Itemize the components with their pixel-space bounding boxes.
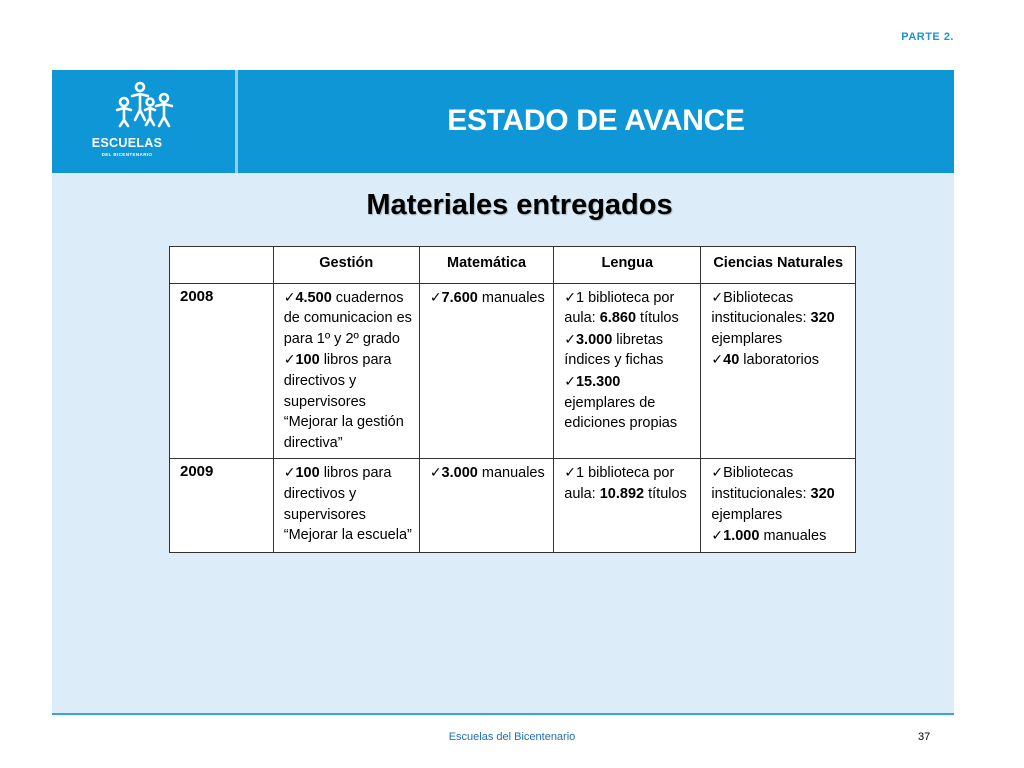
title-banner <box>52 70 954 173</box>
year-label: 2008 <box>180 287 214 305</box>
item-text: Bibliotecas institucionales: <box>711 289 811 327</box>
table-header-cell: Matemática <box>419 247 553 284</box>
table-header-row <box>170 247 856 284</box>
year-label: 2009 <box>180 463 214 481</box>
list-item <box>284 462 413 545</box>
table-row <box>170 459 856 552</box>
table-header-cell: Lengua <box>554 247 701 284</box>
checkmark-icon: ✓ <box>564 330 576 347</box>
table-cell-gestion <box>273 283 419 459</box>
item-quantity: 40 <box>723 352 740 369</box>
list-item <box>711 287 849 350</box>
checkmark-icon: ✓ <box>429 288 442 305</box>
list-item <box>430 462 547 484</box>
footer-text: Escuelas del Bicentenario <box>448 731 576 743</box>
item-text: ejemplares de ediciones propias <box>564 394 678 432</box>
page-title: ESTADO DE AVANCE <box>447 104 745 137</box>
checkmark-icon: ✓ <box>711 464 724 481</box>
item-text: Bibliotecas institucionales: <box>711 465 811 502</box>
table-cell-matematica <box>419 283 553 459</box>
checkmark-icon: ✓ <box>564 288 576 305</box>
item-quantity: 10.892 <box>599 485 645 502</box>
list-item <box>711 349 849 371</box>
item-text: títulos <box>636 310 679 327</box>
item-quantity: 4.500 <box>295 289 332 306</box>
checkmark-icon: ✓ <box>711 351 724 368</box>
item-quantity: 3.000 <box>441 465 478 482</box>
list-item <box>430 287 547 309</box>
list-item <box>711 525 849 547</box>
section-subtitle: Materiales entregados <box>366 189 673 221</box>
checkmark-icon: ✓ <box>711 288 724 305</box>
checkmark-icon: ✓ <box>283 351 296 368</box>
table-cell-gestion <box>273 459 419 552</box>
logo-name: ESCUELAS <box>91 136 163 150</box>
table-header-cell: Ciencias Naturales <box>701 247 856 284</box>
section-label: PARTE 2. <box>901 31 954 43</box>
list-item <box>564 371 694 434</box>
list-item <box>564 329 694 371</box>
item-text: libros para directivos y supervisores “Mejorar la escuela” <box>283 465 412 544</box>
table-header-cell <box>170 247 274 284</box>
item-quantity: 6.860 <box>599 310 637 327</box>
table-cell-lengua <box>554 283 701 459</box>
table-cell-matematica <box>419 459 553 552</box>
content-area <box>52 173 954 713</box>
list-item <box>284 349 413 453</box>
item-quantity: 320 <box>810 310 835 327</box>
item-text: manuales <box>759 528 827 545</box>
list-item <box>284 287 413 350</box>
checkmark-icon: ✓ <box>283 288 296 305</box>
list-item <box>564 287 694 329</box>
item-quantity: 100 <box>295 352 320 369</box>
logo-subtitle: DEL BICENTENARIO <box>101 152 153 157</box>
logo <box>52 70 235 173</box>
list-item <box>711 462 849 525</box>
item-text: ejemplares <box>711 506 783 523</box>
item-quantity: 15.300 <box>575 373 621 390</box>
table-header-cell: Gestión <box>273 247 419 284</box>
list-item <box>564 462 694 504</box>
checkmark-icon: ✓ <box>429 464 442 481</box>
table-cell-lengua <box>554 459 701 552</box>
item-text: 1 biblioteca por aula: <box>564 289 675 327</box>
escuelas-logo-icon <box>114 80 174 132</box>
footer-divider <box>52 713 954 715</box>
table-cell-ciencias <box>701 283 856 459</box>
item-quantity: 1.000 <box>723 528 760 545</box>
table-row <box>170 283 856 459</box>
item-text: libros para directivos y supervisores “Mejorar la gestión directiva” <box>283 352 404 451</box>
item-text: libretas índices y fichas <box>564 331 664 369</box>
checkmark-icon: ✓ <box>711 527 724 544</box>
item-text: manuales <box>477 465 545 482</box>
item-quantity: 320 <box>810 485 835 502</box>
item-text: títulos <box>644 485 687 502</box>
checkmark-icon: ✓ <box>564 372 576 389</box>
checkmark-icon: ✓ <box>283 464 296 481</box>
item-text: ejemplares <box>711 330 783 347</box>
checkmark-icon: ✓ <box>564 464 576 481</box>
materials-table <box>169 246 856 553</box>
item-text: 1 biblioteca por aula: <box>564 465 675 502</box>
item-text: cuadernos de comunicacion es para 1º y 2º grado <box>283 289 412 347</box>
page-number: 37 <box>918 731 931 743</box>
item-quantity: 3.000 <box>575 331 613 348</box>
year-cell <box>170 459 274 552</box>
item-text: laboratorios <box>739 352 820 369</box>
year-cell <box>170 283 274 459</box>
table-cell-ciencias <box>701 459 856 552</box>
item-quantity: 7.600 <box>441 289 478 306</box>
item-quantity: 100 <box>295 465 320 482</box>
item-text: manuales <box>477 289 545 306</box>
